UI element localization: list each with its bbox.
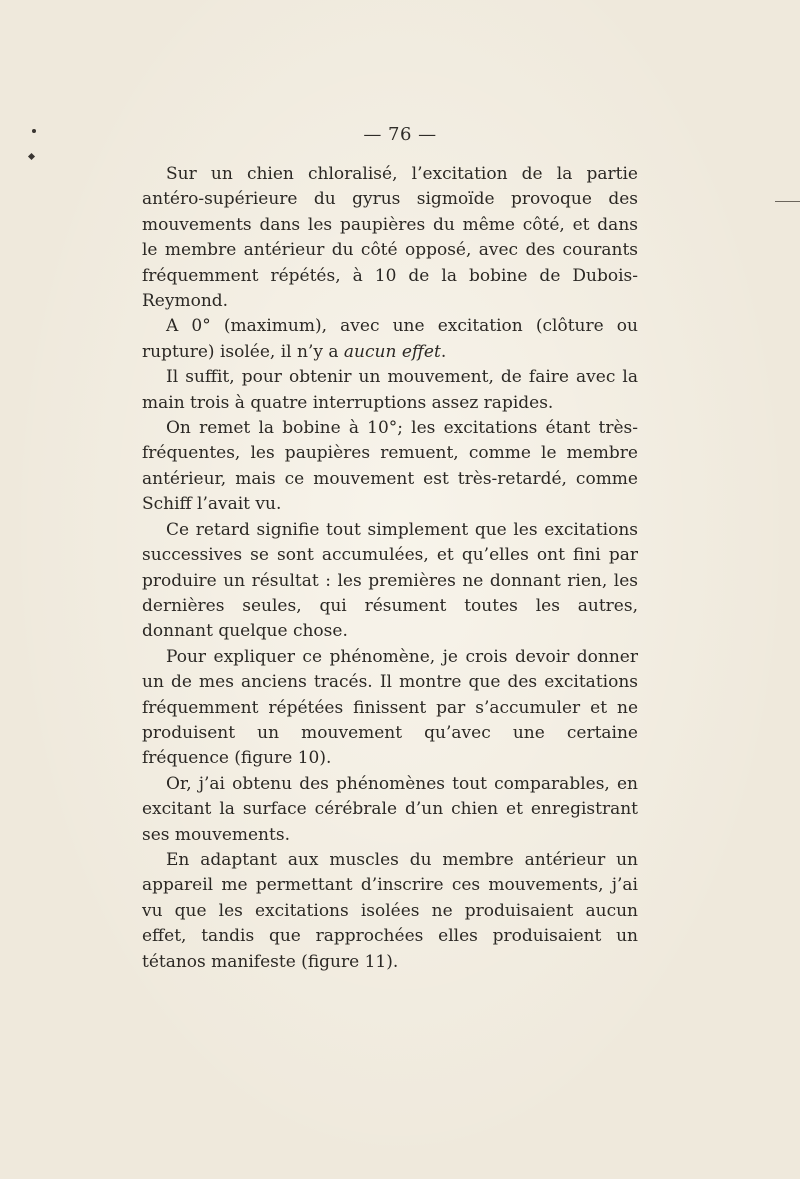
paragraph-text: A 0° (maximum), avec une excitation (clôture ou rupture) isolée, il n’y a xyxy=(142,316,638,362)
paragraph-retard xyxy=(142,518,638,645)
margin-ink-mark xyxy=(28,153,35,160)
paragraph-chloralized-dog xyxy=(142,162,638,314)
paragraph-punctuation: . xyxy=(440,341,447,362)
margin-rule-mark xyxy=(775,201,800,202)
paragraph-text: Or, j’ai obtenu des phénomènes tout comparables, en excitant la surface cérébrale d’un chien et enregistrant ses mouvements. xyxy=(142,773,638,845)
paragraph-text: Il suffit, pour obtenir un mouvement, de faire avec la main trois à quatre interruptions assez rapides. xyxy=(142,367,638,413)
body-text xyxy=(142,162,638,975)
paragraph-figure-ten xyxy=(142,645,638,772)
page-number: — 76 — xyxy=(363,124,437,145)
paragraph-text: On remet la bobine à 10°; les excitations étant très-fréquentes, les paupières remuent, comme le membre antérieur, mais ce mouvement est très-retardé, comme Schiff l’avait vu. xyxy=(142,418,638,515)
paragraph-text: En adaptant aux muscles du membre antérieur un appareil me permettant d’inscrire ces mouvements, j’ai vu que les excitations isolées ne produisaient aucun effet, tandis que rapprochées elles produisaient un tétanos manifeste (figure 11). xyxy=(142,849,638,972)
paragraph-interruptions xyxy=(142,365,638,416)
paragraph-bobine-ten xyxy=(142,416,638,518)
emphasized-phrase: aucun effet xyxy=(343,341,441,362)
paragraph-text: Pour expliquer ce phénomène, je crois devoir donner un de mes anciens tracés. Il montre que des excitations fréquemment répétées finissent par s’accumuler et ne produisent un mouvement qu’avec une certaine fréquence (figure 10). xyxy=(142,646,638,769)
paragraph-text: Ce retard signifie tout simplement que les excitations successives se sont accumulées, et qu’elles ont fini par produire un résultat : les premières ne donnant rien, les dernières seules, qui résument toutes les autres, donnant quelque chose. xyxy=(142,519,638,642)
paragraph-text: Sur un chien chloralisé, l’excitation de la partie antéro-supérieure du gyrus sigmoïde provoque des mouvements dans les paupières du même côté, et dans le membre antérieur du côté opposé, avec des courants fréquemment répétés, à 10 de la bobine de Dubois-Reymond. xyxy=(142,164,638,312)
paragraph-figure-eleven xyxy=(142,848,638,975)
paragraph-zero-degree xyxy=(142,314,638,365)
paragraph-cerebral-surface xyxy=(142,772,638,848)
